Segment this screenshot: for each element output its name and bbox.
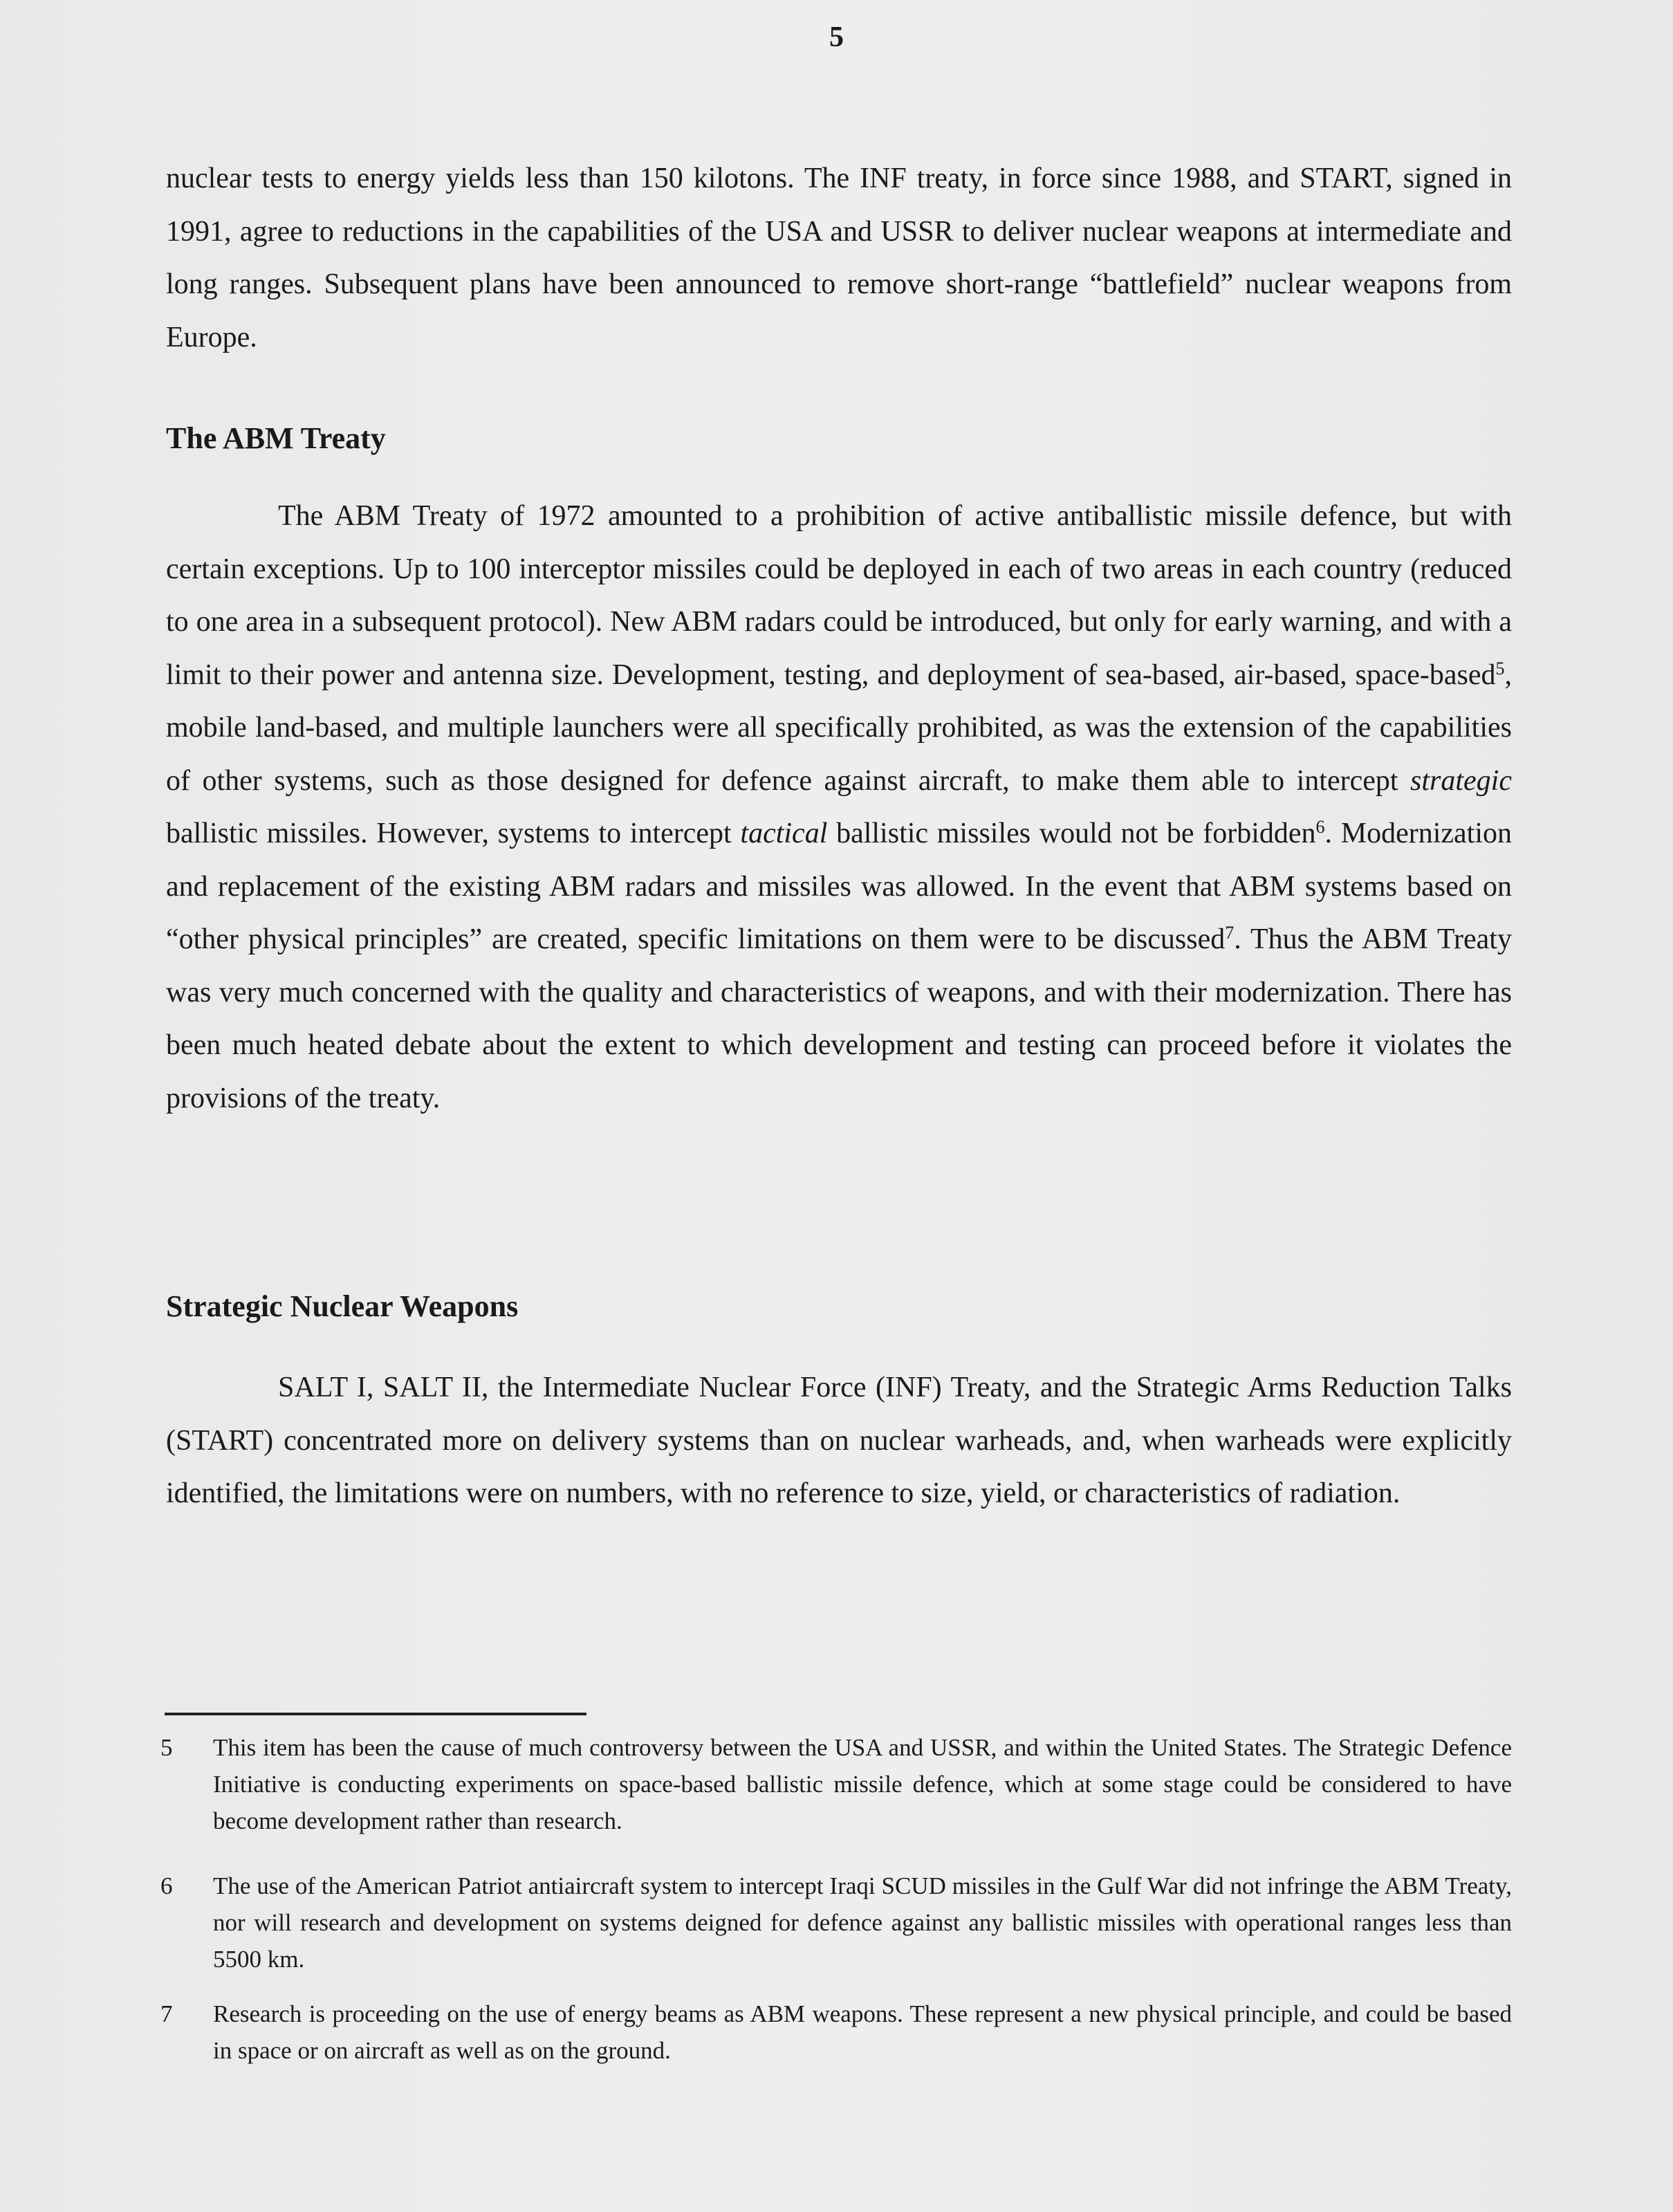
footnote-ref-6: 6 [1315, 817, 1325, 837]
footnote-text: The use of the American Patriot antiaircraft system to intercept Iraqi SCUD missiles in the Gulf War did not infringe the ABM Treaty, nor will research and development on systems deigned for defence against any ballistic missiles with operational ranges less than 5500 km. [213, 1872, 1512, 1973]
abm-text-part6: . Thus the ABM Treaty was very much concerned with the quality and characteristics of weapons, and with their modernization. There has been much heated debate about the extent to which development and testing can proceed before it violates the provisions of the treaty. [166, 923, 1512, 1114]
footnote-text: Research is proceeding on the use of energy beams as ABM weapons. These represent a new physical principle, and could be based in space or on aircraft as well as on the ground. [213, 2000, 1512, 2064]
footnote-6 [160, 1868, 1512, 1978]
section-heading-strategic-nuclear-weapons: Strategic Nuclear Weapons [166, 1289, 519, 1323]
abm-text-part2: , mobile land-based, and multiple launchers were all specifically prohibited, as was the extension of the capabilities of other systems, such as those designed for defence against aircraft, to make them able to intercept [166, 658, 1512, 797]
abm-text-part3: ballistic missiles. However, systems to intercept [166, 818, 741, 849]
footnote-number: 6 [160, 1872, 173, 1899]
footnote-ref-5: 5 [1495, 658, 1505, 679]
footnote-5 [160, 1729, 1512, 1839]
intro-paragraph: nuclear tests to energy yields less than 150 kilotons. The INF treaty, in force since 1988, and START, signed in 1991, agree to reductions in the capabilities of the USA and USSR to deliver nuclear weapons at intermediate and long ranges. Subsequent plans have been announced to remove short-range “battlefield” nuclear weapons from Europe. [166, 163, 1512, 353]
footnote-number: 7 [160, 2000, 173, 2027]
abm-treaty-paragraph [166, 490, 1512, 1125]
footnote-ref-7: 7 [1225, 923, 1235, 943]
footnote-text: This item has been the cause of much controversy between the USA and USSR, and within the United States. The Strategic Defence Initiative is conducting experiments on space-based ballistic missile defence, which at some stage could be considered to have become development rather than research. [213, 1734, 1512, 1834]
page-number: 5 [829, 21, 844, 53]
emphasis-strategic: strategic [1410, 764, 1512, 797]
emphasis-tactical: tactical [740, 818, 828, 849]
intro-section [166, 152, 1512, 364]
section-heading-abm-treaty: The ABM Treaty [166, 421, 386, 455]
abm-text-part5: . Modernization and replacement of the existing ABM radars and missiles was allowed. In the event that ABM systems based on “other physical principles” are created, specific limitations on them were to be discussed [166, 818, 1512, 955]
abm-text-part4: ballistic missiles would not be forbidden [827, 818, 1316, 849]
footnote-7 [160, 1996, 1512, 2069]
abm-text-part1: The ABM Treaty of 1972 amounted to a prohibition of active antiballistic missile defence, but with certain exceptions. Up to 100 interceptor missiles could be deployed in each of two areas in each country (reduced to one area in a subsequent protocol). New ABM radars could be introduced, but only for early warning, and with a limit to their power and antenna size. Development, testing, and deployment of sea-based, air-based, space-based [166, 500, 1512, 691]
strategic-weapons-paragraph: SALT I, SALT II, the Intermediate Nuclear Force (INF) Treaty, and the Strategic Arms Reduction Talks (START) concentrated more on delivery systems than on nuclear warheads, and, when warheads were explicitly identified, the limitations were on numbers, with no reference to size, yield, or characteristics of radiation. [166, 1372, 1512, 1509]
footnote-divider [165, 1713, 586, 1715]
footnote-number: 5 [160, 1734, 173, 1761]
